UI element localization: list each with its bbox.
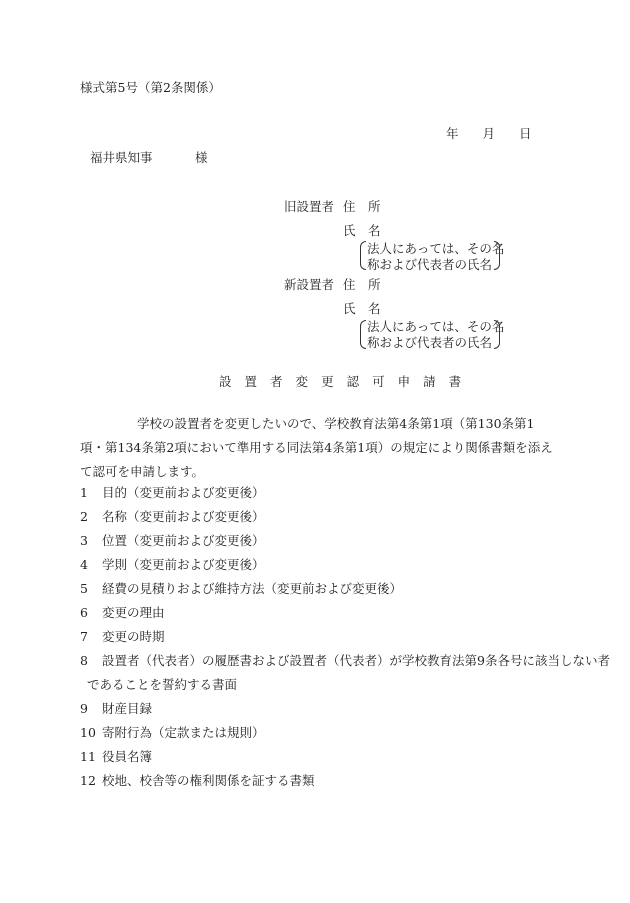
title-char: 置 (244, 374, 258, 389)
date-day: 日 (519, 126, 532, 141)
list-item (80, 559, 265, 572)
body-paragraph: 学校の設置者を変更したいので、学校教育法第4条第1項（第130条第1項・第134条第2項において準用する同法第4条第1項）の規定により関係書類を添えて認可を申請します。 (80, 416, 553, 479)
new-setter-label: 新設置者 (284, 277, 335, 292)
title-char: 書 (448, 374, 462, 389)
item-number: 12 (80, 773, 96, 788)
list-item (80, 703, 152, 716)
old-setter-note-line2: 称および代表者の氏名 (367, 257, 493, 272)
list-item-continuation: であることを誓約する書面 (87, 677, 238, 692)
item-text: 変更の時期 (102, 629, 165, 644)
item-number: 7 (80, 629, 88, 644)
old-setter-bracket-right (494, 241, 500, 270)
list-item (80, 583, 402, 596)
item-text: 校地、校舎等の権利関係を証する書類 (102, 773, 315, 788)
item-number: 1 (80, 485, 88, 500)
item-number: 3 (80, 533, 88, 548)
item-text: 寄附行為（定款または規則） (102, 725, 265, 740)
item-number: 9 (80, 701, 88, 716)
list-item (80, 655, 610, 668)
list-item (80, 751, 152, 764)
item-number: 2 (80, 509, 88, 524)
old-setter-label: 旧設置者 (284, 199, 335, 214)
addressee-name: 福井県知事 (90, 150, 153, 165)
addressee-honorific: 様 (195, 150, 208, 165)
title-char: 請 (423, 374, 436, 389)
date-month: 月 (482, 126, 496, 141)
old-setter-bracket-left (360, 241, 366, 270)
item-number: 10 (80, 725, 96, 740)
new-setter-address-label: 住 所 (343, 277, 381, 292)
item-number: 4 (80, 557, 88, 572)
old-setter-note-line1: 法人にあっては、その名 (367, 241, 505, 256)
item-text: 変更の理由 (102, 605, 165, 620)
item-text: 経費の見積りおよび維持方法（変更前および変更後） (102, 581, 403, 596)
item-text: 目的（変更前および変更後） (102, 485, 265, 500)
date-line (446, 128, 532, 141)
form-label: 様式第5号（第2条関係） (80, 80, 221, 95)
title-char: 者 (270, 374, 283, 389)
list-item (80, 487, 265, 500)
item-number: 5 (80, 581, 88, 596)
list-item (80, 511, 265, 524)
title-char: 可 (372, 374, 385, 389)
item-number: 8 (80, 653, 88, 668)
item-text: 設置者（代表者）の履歴書および設置者（代表者）が学校教育法第9条各号に該当しない者 (102, 653, 610, 668)
item-text: 名称（変更前および変更後） (102, 509, 265, 524)
title-char: 変 (295, 374, 309, 389)
item-number: 11 (80, 749, 96, 764)
list-item (80, 775, 315, 788)
list-item (80, 535, 265, 548)
title-char: 設 (219, 374, 232, 389)
new-setter-name-label: 氏 名 (343, 301, 381, 316)
new-setter-bracket-left (360, 320, 366, 349)
list-item (80, 727, 265, 740)
date-year: 年 (446, 126, 459, 141)
item-text: 財産目録 (102, 701, 153, 716)
list-item (80, 631, 165, 644)
title-char: 申 (397, 374, 411, 389)
title-char: 更 (321, 374, 334, 389)
item-text: 役員名簿 (102, 749, 153, 764)
title-char: 認 (346, 374, 360, 389)
item-text: 学則（変更前および変更後） (102, 557, 265, 572)
document-title (219, 376, 474, 389)
old-setter-address-label: 住 所 (343, 199, 381, 214)
item-text: 位置（変更前および変更後） (102, 533, 265, 548)
old-setter-name-label: 氏 名 (343, 223, 381, 238)
new-setter-note-line1: 法人にあっては、その名 (367, 319, 505, 334)
new-setter-note-line2: 称および代表者の氏名 (367, 335, 493, 350)
item-number: 6 (80, 605, 88, 620)
new-setter-bracket-right (494, 320, 500, 349)
list-item (80, 607, 165, 620)
